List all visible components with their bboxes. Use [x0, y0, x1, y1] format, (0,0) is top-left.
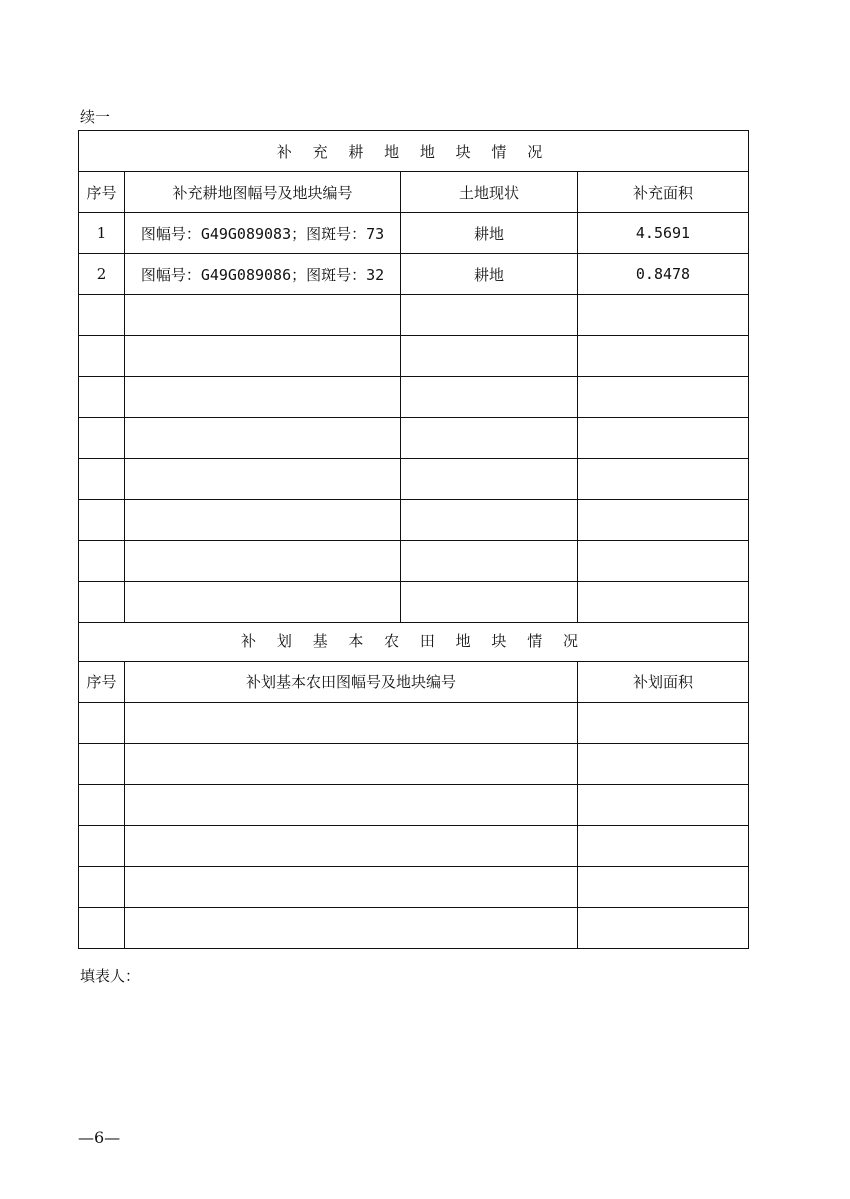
- basic-farmland-table: [78, 620, 749, 949]
- header-area: 补充面积: [578, 172, 749, 213]
- section1-title: 补 充 耕 地 地 块 情 况: [79, 131, 749, 172]
- section2-title: 补 划 基 本 农 田 地 块 情 况: [79, 620, 749, 661]
- empty-row: [79, 702, 749, 743]
- row-plot: 图幅号：G49G089083；图斑号：73: [125, 213, 401, 254]
- supplementary-farmland-table: [78, 130, 749, 623]
- filler-label: 填表人：: [80, 967, 141, 985]
- table-row: [79, 213, 749, 254]
- empty-row: [79, 541, 749, 582]
- header-plot: 补划基本农田图幅号及地块编号: [125, 661, 578, 702]
- header-seq: 序号: [79, 661, 125, 702]
- header-area: 补划面积: [578, 661, 749, 702]
- row-seq: 1: [79, 213, 125, 254]
- empty-row: [79, 500, 749, 541]
- continuation-label: 续一: [80, 108, 111, 126]
- empty-row: [79, 418, 749, 459]
- row-area: 0.8478: [578, 254, 749, 295]
- row-seq: 2: [79, 254, 125, 295]
- row-status: 耕地: [401, 213, 578, 254]
- empty-row: [79, 784, 749, 825]
- empty-row: [79, 743, 749, 784]
- empty-row: [79, 336, 749, 377]
- empty-row: [79, 866, 749, 907]
- empty-row: [79, 825, 749, 866]
- header-status: 土地现状: [401, 172, 578, 213]
- page-number: —6—: [78, 1128, 121, 1147]
- empty-row: [79, 582, 749, 623]
- empty-row: [79, 377, 749, 418]
- empty-row: [79, 907, 749, 948]
- row-plot: 图幅号：G49G089086；图斑号：32: [125, 254, 401, 295]
- header-plot: 补充耕地图幅号及地块编号: [125, 172, 401, 213]
- empty-row: [79, 459, 749, 500]
- row-area: 4.5691: [578, 213, 749, 254]
- table-row: [79, 254, 749, 295]
- header-seq: 序号: [79, 172, 125, 213]
- row-status: 耕地: [401, 254, 578, 295]
- empty-row: [79, 295, 749, 336]
